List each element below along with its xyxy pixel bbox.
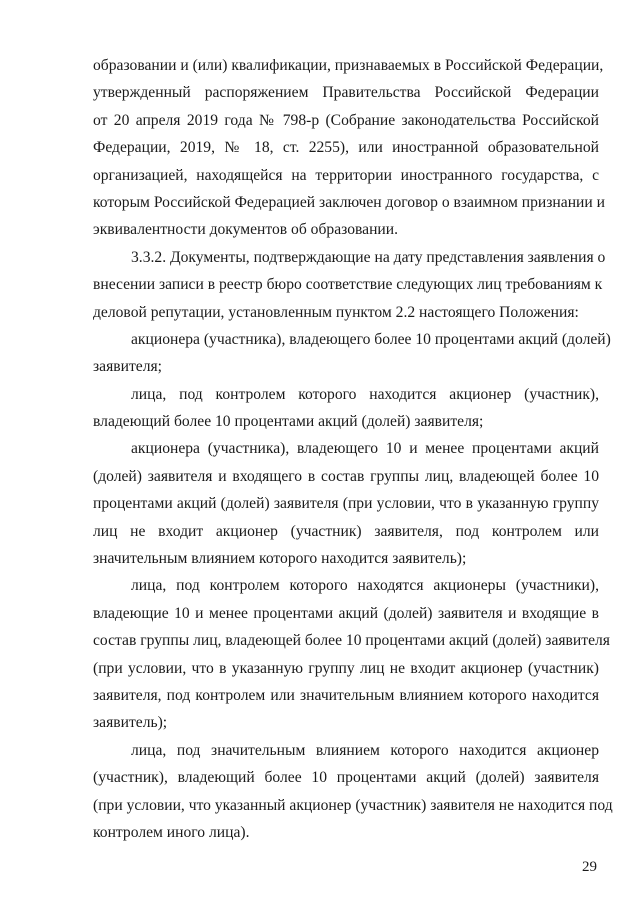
text-line: организацией, находящейся на территории иностранного государства, с (93, 166, 599, 184)
text-line: владеющие 10 и менее процентами акций (долей) заявителя и входящие в (93, 604, 599, 622)
text-line: лиц не входит акционер (участник) заявителя, под контролем или (93, 522, 599, 540)
text-line: значительным влиянием которого находится заявитель); (93, 550, 467, 568)
page-number: 29 (582, 859, 597, 875)
text-line: (при условии, что указанный акционер (участник) заявителя не находится под (93, 796, 613, 814)
text-line: образовании и (или) квалификации, признаваемых в Российской Федерации, (93, 57, 604, 74)
text-line: заявителя, под контролем или значительным влиянием которого находится (93, 686, 599, 704)
text-line: (долей) заявителя и входящего в состав группы лиц, владеющей более 10 (93, 467, 599, 485)
text-line: Федерации, 2019, № 18, ст. 2255), или иностранной образовательной (93, 139, 599, 157)
text-line: (при условии, что в указанную группу лиц не входит акционер (участник) (93, 659, 599, 677)
body-text (93, 52, 613, 846)
text-line: состав группы лиц, владеющей более 10 процентами акций (долей) заявителя (93, 632, 610, 650)
text-line: деловой репутации, установленным пунктом 2.2 настоящего Положения: (93, 303, 579, 321)
text-line: (участник), владеющий более 10 процентами акций (долей) заявителя (93, 769, 599, 787)
text-line: утвержденный распоряжением Правительства Российской Федерации (93, 84, 599, 102)
text-line: внесении записи в реестр бюро соответствие следующих лиц требованиям к (93, 276, 603, 294)
text-line: 3.3.2. Документы, подтверждающие на дату представления заявления о (131, 248, 606, 266)
text-line: лица, под контролем которого находятся акционеры (участники), (131, 577, 599, 595)
text-line: акционера (участника), владеющего более 10 процентами акций (долей) (131, 330, 611, 348)
text-line: лица, под контролем которого находится акционер (участник), (131, 385, 599, 403)
text-line: от 20 апреля 2019 года № 798-р (Собрание законодательства Российской (93, 111, 599, 129)
text-line: которым Российской Федерацией заключен договор о взаимном признании и (93, 193, 605, 211)
text-line: заявителя; (93, 358, 162, 376)
text-line: процентами акций (долей) заявителя (при условии, что в указанную группу (93, 495, 599, 513)
text-line: эквивалентности документов об образовании. (93, 221, 398, 239)
text-line: владеющий более 10 процентами акций (долей) заявителя; (93, 413, 484, 431)
text-line: контролем иного лица). (93, 823, 250, 841)
text-line: акционера (участника), владеющего 10 и менее процентами акций (131, 440, 599, 458)
text-line: заявитель); (93, 714, 168, 732)
text-line: лица, под значительным влиянием которого находится акционер (131, 741, 599, 759)
